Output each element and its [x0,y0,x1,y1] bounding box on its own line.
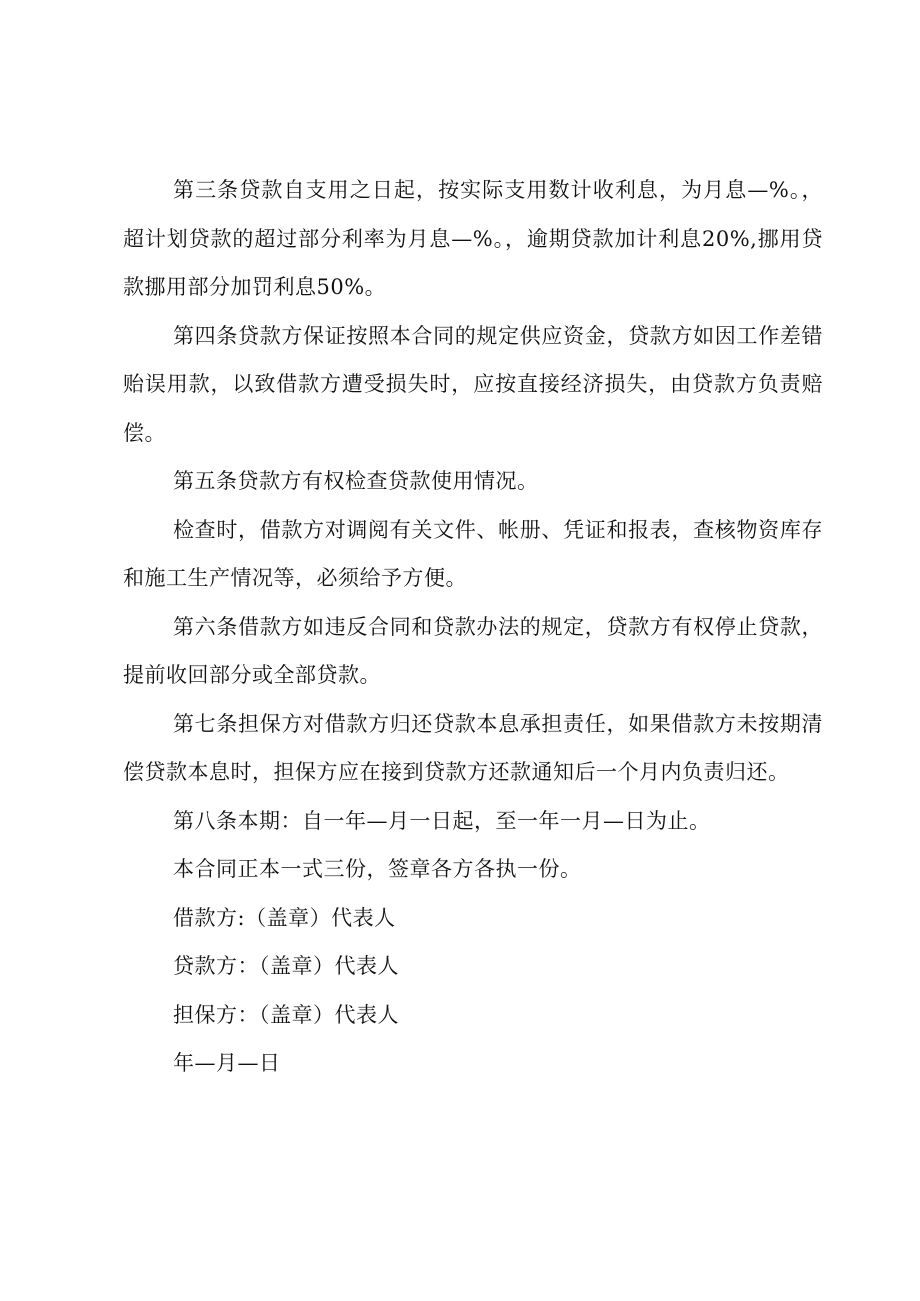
clause-3-interest: 第三条贷款自支用之日起，按实际支用数计收利息，为月息—%。，超计划贷款的超过部分利率为月息—%。，逾期贷款加计利息20%,挪用贷款挪用部分加罚利息50%。 [123,178,823,299]
clause-8-term: 第八条本期：自一年—月一日起，至一年一月—日为止。 [173,808,711,833]
clause-5-inspection-right: 第五条贷款方有权检查贷款使用情况。 [173,469,539,493]
clause-4-lender-guarantee: 第四条贷款方保证按照本合同的规定供应资金，贷款方如因工作差错贻误用款，以致借款方遭受损失时，应按直接经济损失，由贷款方负责赔偿。 [123,323,823,445]
signature-lender: 贷款方：（盖章）代表人 [173,954,399,978]
clause-5-inspection-detail: 检查时，借款方对调阅有关文件、帐册、凭证和报表，查核物资库存和施工生产情况等，必须给予方便。 [123,517,823,590]
signature-guarantor: 担保方：（盖章）代表人 [173,1002,399,1027]
clause-7-guarantor: 第七条担保方对借款方归还贷款本息承担责任，如果借款方未按期清偿贷款本息时，担保方应在接到贷款方还款通知后一个月内负责归还。 [123,711,823,784]
clause-6-breach: 第六条借款方如违反合同和贷款办法的规定，贷款方有权停止贷款，提前收回部分或全部贷款。 [123,614,823,687]
signature-borrower: 借款方:（盖章）代表人 [173,905,396,930]
signature-date: 年—月—日 [173,1051,281,1075]
copies-note: 本合同正本一式三份，签章各方各执一份。 [173,857,582,881]
contract-body [123,166,823,1088]
